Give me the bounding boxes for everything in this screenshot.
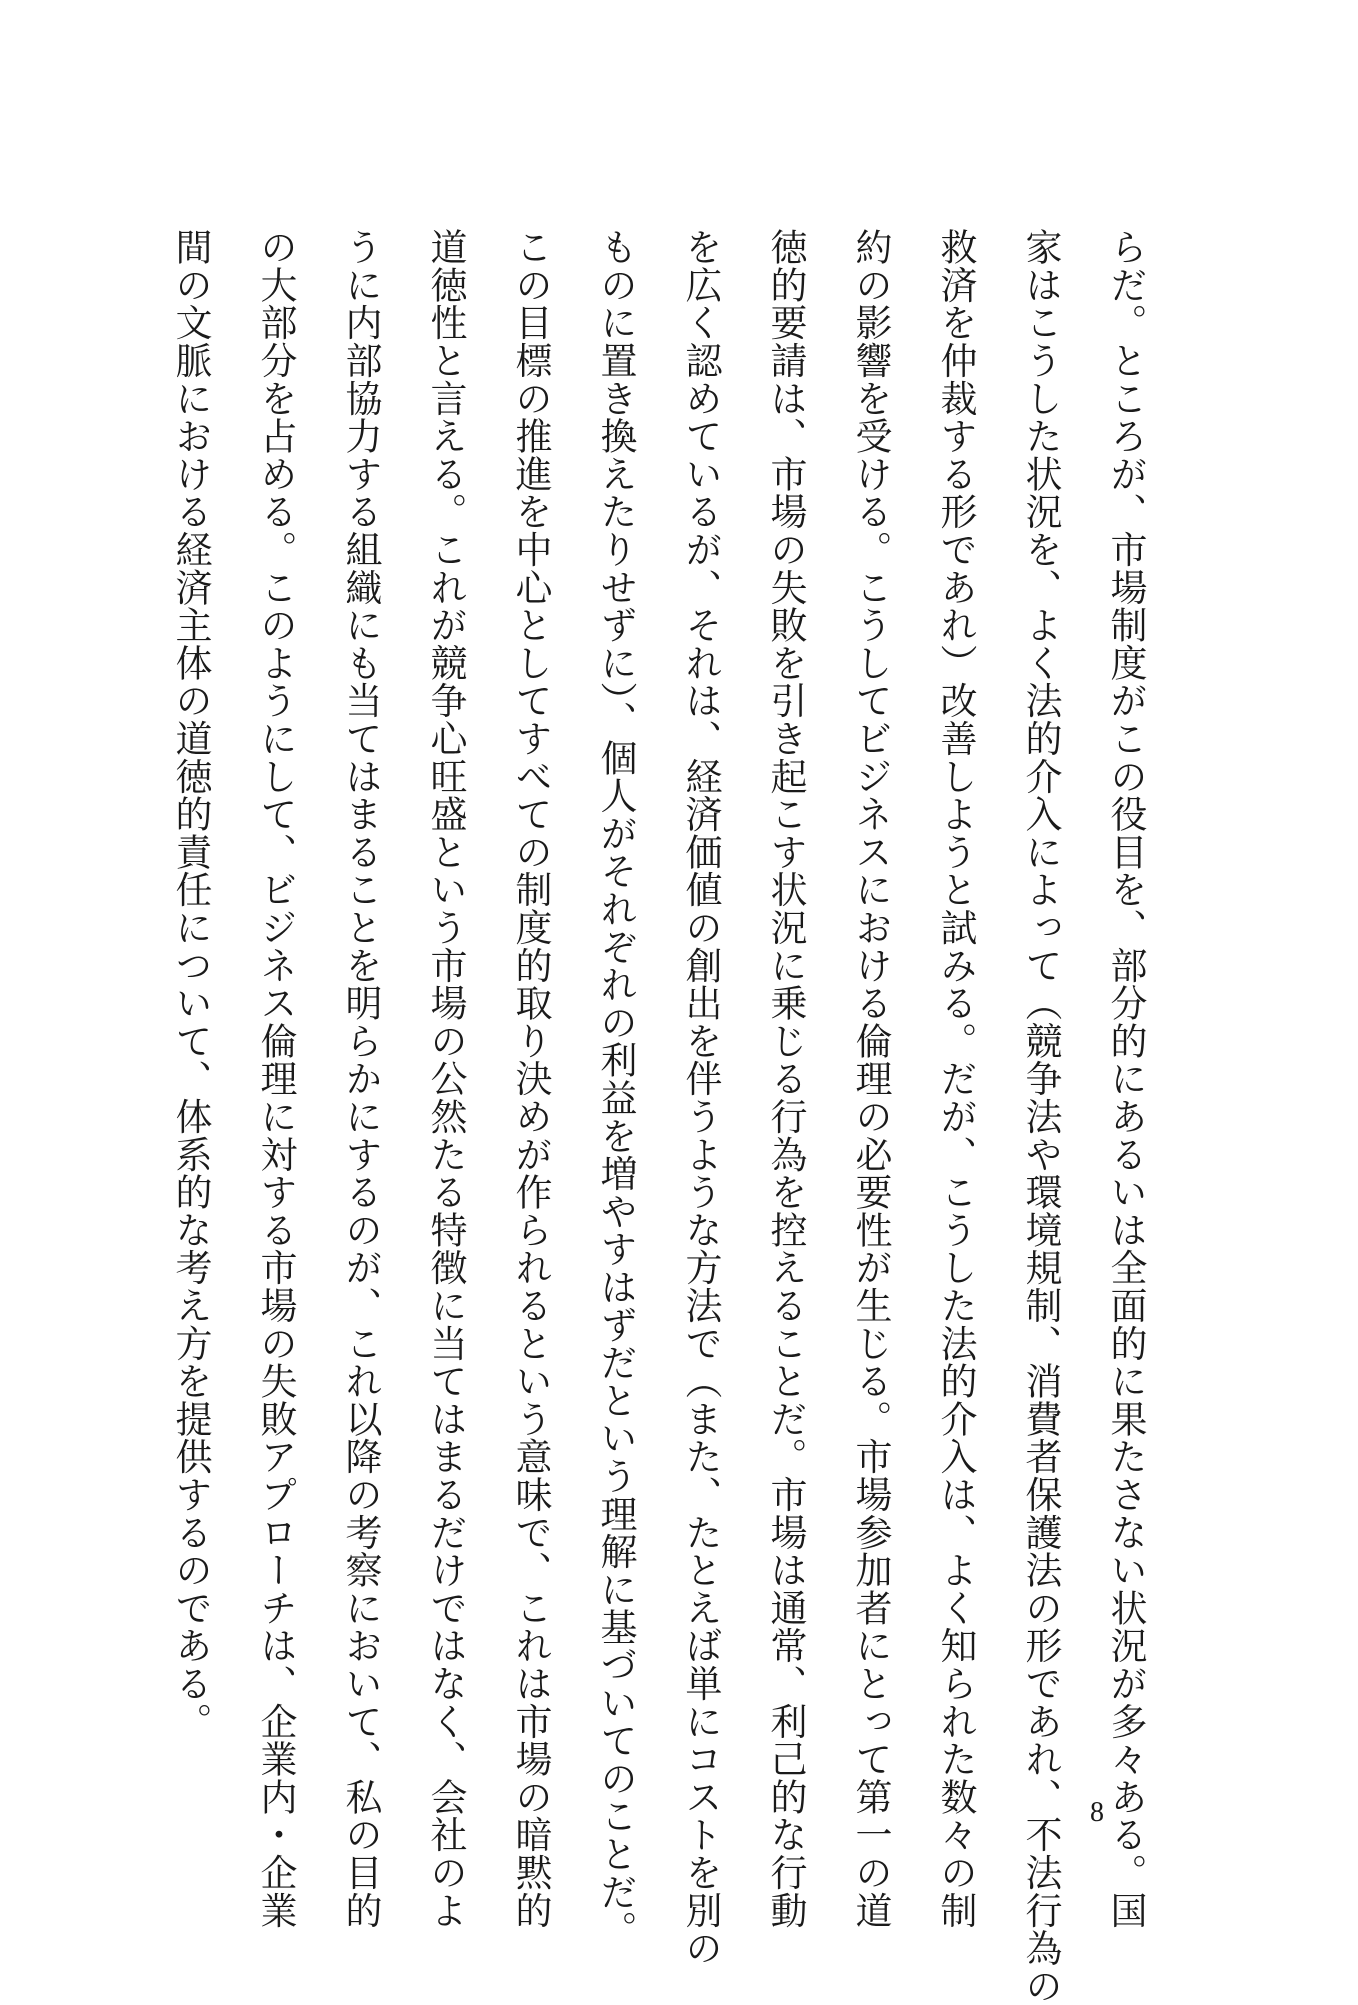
text-line-2: 家はこうした状況を、よく法的介入によって（競争法や環境規制、消費者保護法の形であれ、不法行為の xyxy=(1019,228,1062,2005)
text-line-6: を広く認めているが、それは、経済価値の創出を伴うような方法で（また、たとえば単にコストを別の xyxy=(679,228,722,1967)
text-line-12: 間の文脈における経済主体の道徳的責任について、体系的な考え方を提供するのである。 xyxy=(169,228,212,1740)
text-line-3: 救済を仲裁する形であれ）改善しようと試みる。だが、こうした法的介入は、よく知られた数々の制 xyxy=(934,228,977,1929)
text-line-8: この目標の推進を中心としてすべての制度的取り決めが作られるという意味で、これは市場の暗黙的 xyxy=(509,228,552,1929)
text-line-1: らだ。ところが、市場制度がこの役目を、部分的にあるいは全面的に果たさない状況が多々ある。国 xyxy=(1104,228,1147,1929)
text-line-11: の大部分を占める。このようにして、ビジネス倫理に対する市場の失敗アプローチは、企業内・企業 xyxy=(254,228,297,1929)
body-text xyxy=(148,228,1168,2005)
text-line-5: 徳的要請は、市場の失敗を引き起こす状況に乗じる行為を控えることだ。市場は通常、利己的な行動 xyxy=(764,228,807,1929)
text-line-10: うに内部協力する組織にも当てはまることを明らかにするのが、これ以降の考察において、私の目的 xyxy=(339,228,382,1929)
text-line-4: 約の影響を受ける。こうしてビジネスにおける倫理の必要性が生じる。市場参加者にとって第一の道 xyxy=(849,228,892,1929)
text-line-9: 道徳性と言える。これが競争心旺盛という市場の公然たる特徴に当てはまるだけではなく、会社のよ xyxy=(424,228,467,1929)
text-line-7: ものに置き換えたりせずに）、個人がそれぞれの利益を増やすはずだという理解に基づいてのことだ。 xyxy=(594,228,637,1949)
page-number: 8 xyxy=(1090,1797,1104,1828)
